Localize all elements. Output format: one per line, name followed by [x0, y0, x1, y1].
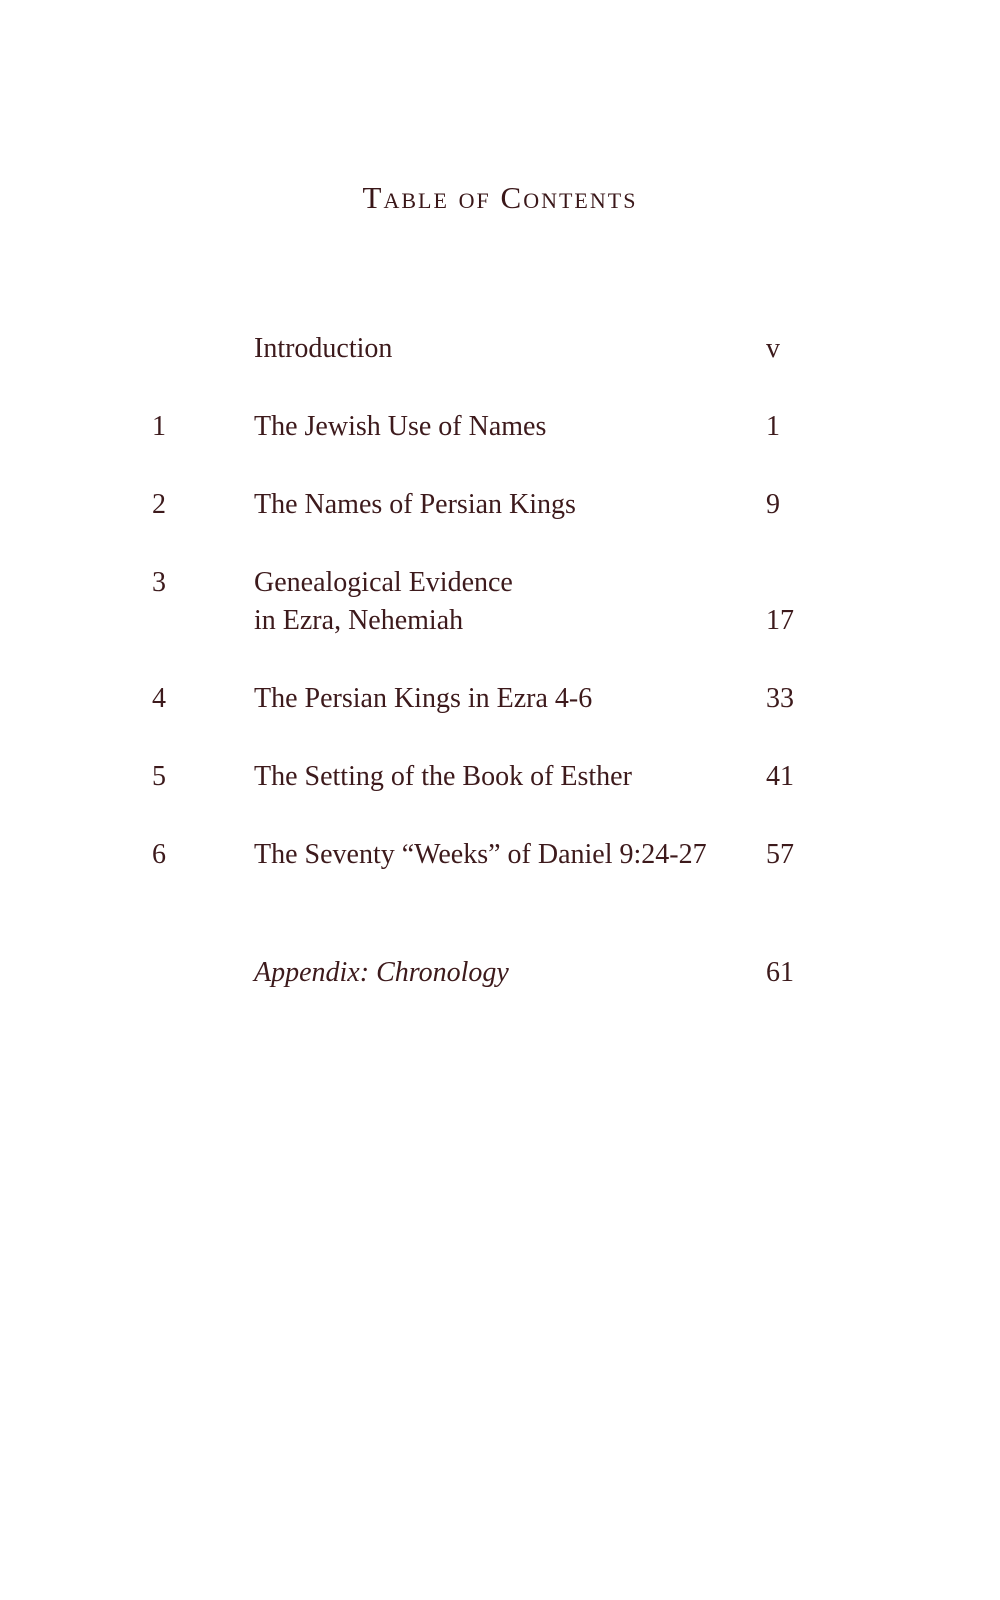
page-number: 33 — [766, 683, 794, 714]
chapter-number: 4 — [152, 683, 166, 714]
chapter-title: The Jewish Use of Names — [254, 411, 547, 442]
chapter-number: 5 — [152, 761, 166, 792]
chapter-title: The Persian Kings in Ezra 4-6 — [254, 683, 593, 714]
chapter-title: Introduction — [254, 333, 393, 364]
chapter-number: 2 — [152, 489, 166, 520]
page-number: 1 — [766, 411, 780, 442]
page-number: v — [766, 333, 780, 364]
page-number: 61 — [766, 957, 794, 988]
chapter-number: 6 — [152, 839, 166, 870]
chapter-number: 3 — [152, 567, 166, 598]
page-number: 9 — [766, 489, 780, 520]
page-title: Table of Contents — [362, 180, 638, 215]
chapter-title: Appendix: Chronology — [254, 957, 509, 988]
chapter-title: The Setting of the Book of Esther — [254, 761, 632, 792]
chapter-title-line-2: in Ezra, Nehemiah — [254, 605, 464, 636]
page-number: 17 — [766, 605, 794, 636]
chapter-title — [254, 564, 513, 640]
chapter-number: 1 — [152, 411, 166, 442]
chapter-title-line-1: Genealogical Evidence — [254, 567, 513, 598]
chapter-title: The Names of Persian Kings — [254, 489, 576, 520]
page-number: 41 — [766, 761, 794, 792]
page-number: 57 — [766, 839, 794, 870]
chapter-title: The Seventy “Weeks” of Daniel 9:24-27 — [254, 839, 707, 870]
